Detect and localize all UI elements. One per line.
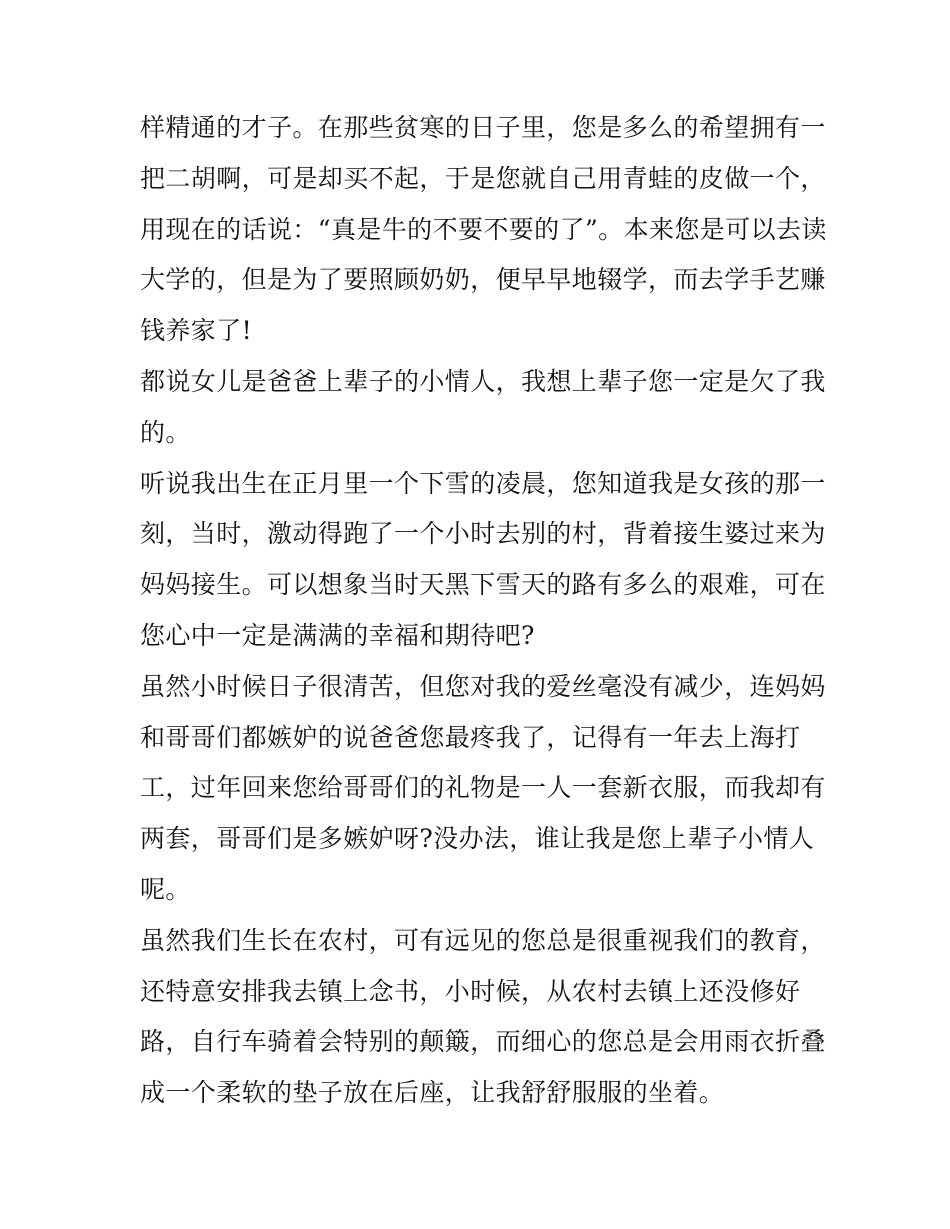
text-line: 虽然我们生长在农村，可有远见的您总是很重视我们的教育， (140, 925, 826, 955)
text-line: 的。 (140, 417, 191, 447)
text-line: 妈妈接生。可以想象当时天黑下雪天的路有多么的艰难，可在 (140, 570, 826, 600)
text-line: 样精通的才子。在那些贫寒的日子里，您是多么的希望拥有一 (140, 113, 826, 142)
text-line: 您心中一定是满满的幸福和期待吧? (140, 620, 535, 650)
text-line: 大学的，但是为了要照顾奶奶，便早早地辍学，而去学手艺赚 (140, 265, 826, 295)
text-line: 把二胡啊，可是却买不起，于是您就自己用青蛙的皮做一个， (140, 163, 826, 193)
text-line: 都说女儿是爸爸上辈子的小情人，我想上辈子您一定是欠了我 (140, 366, 826, 396)
text-line: 用现在的话说：“真是牛的不要不要的了”。本来您是可以去读 (140, 214, 827, 244)
text-line: 两套，哥哥们是多嫉妒呀?没办法，谁让我是您上辈子小情人 (140, 824, 815, 854)
text-line: 刻，当时，激动得跑了一个小时去别的村，背着接生婆过来为 (140, 519, 826, 549)
body-text (140, 103, 830, 1119)
text-line: 成一个柔软的垫子放在后座，让我舒舒服服的坐着。 (140, 1078, 725, 1108)
text-line: 虽然小时候日子很清苦，但您对我的爱丝毫没有减少，连妈妈 (140, 671, 826, 701)
text-line: 和哥哥们都嫉妒的说爸爸您最疼我了，记得有一年去上海打 (140, 722, 801, 752)
text-line: 钱养家了! (140, 316, 253, 346)
text-line: 还特意安排我去镇上念书，小时候，从农村去镇上还没修好 (140, 976, 801, 1006)
text-line: 路，自行车骑着会特别的颠簸，而细心的您总是会用雨衣折叠 (140, 1027, 826, 1057)
text-line: 呢。 (140, 874, 191, 904)
text-line: 工，过年回来您给哥哥们的礼物是一人一套新衣服，而我却有 (140, 773, 826, 803)
text-line: 听说我出生在正月里一个下雪的凌晨，您知道我是女孩的那一 (140, 468, 826, 498)
